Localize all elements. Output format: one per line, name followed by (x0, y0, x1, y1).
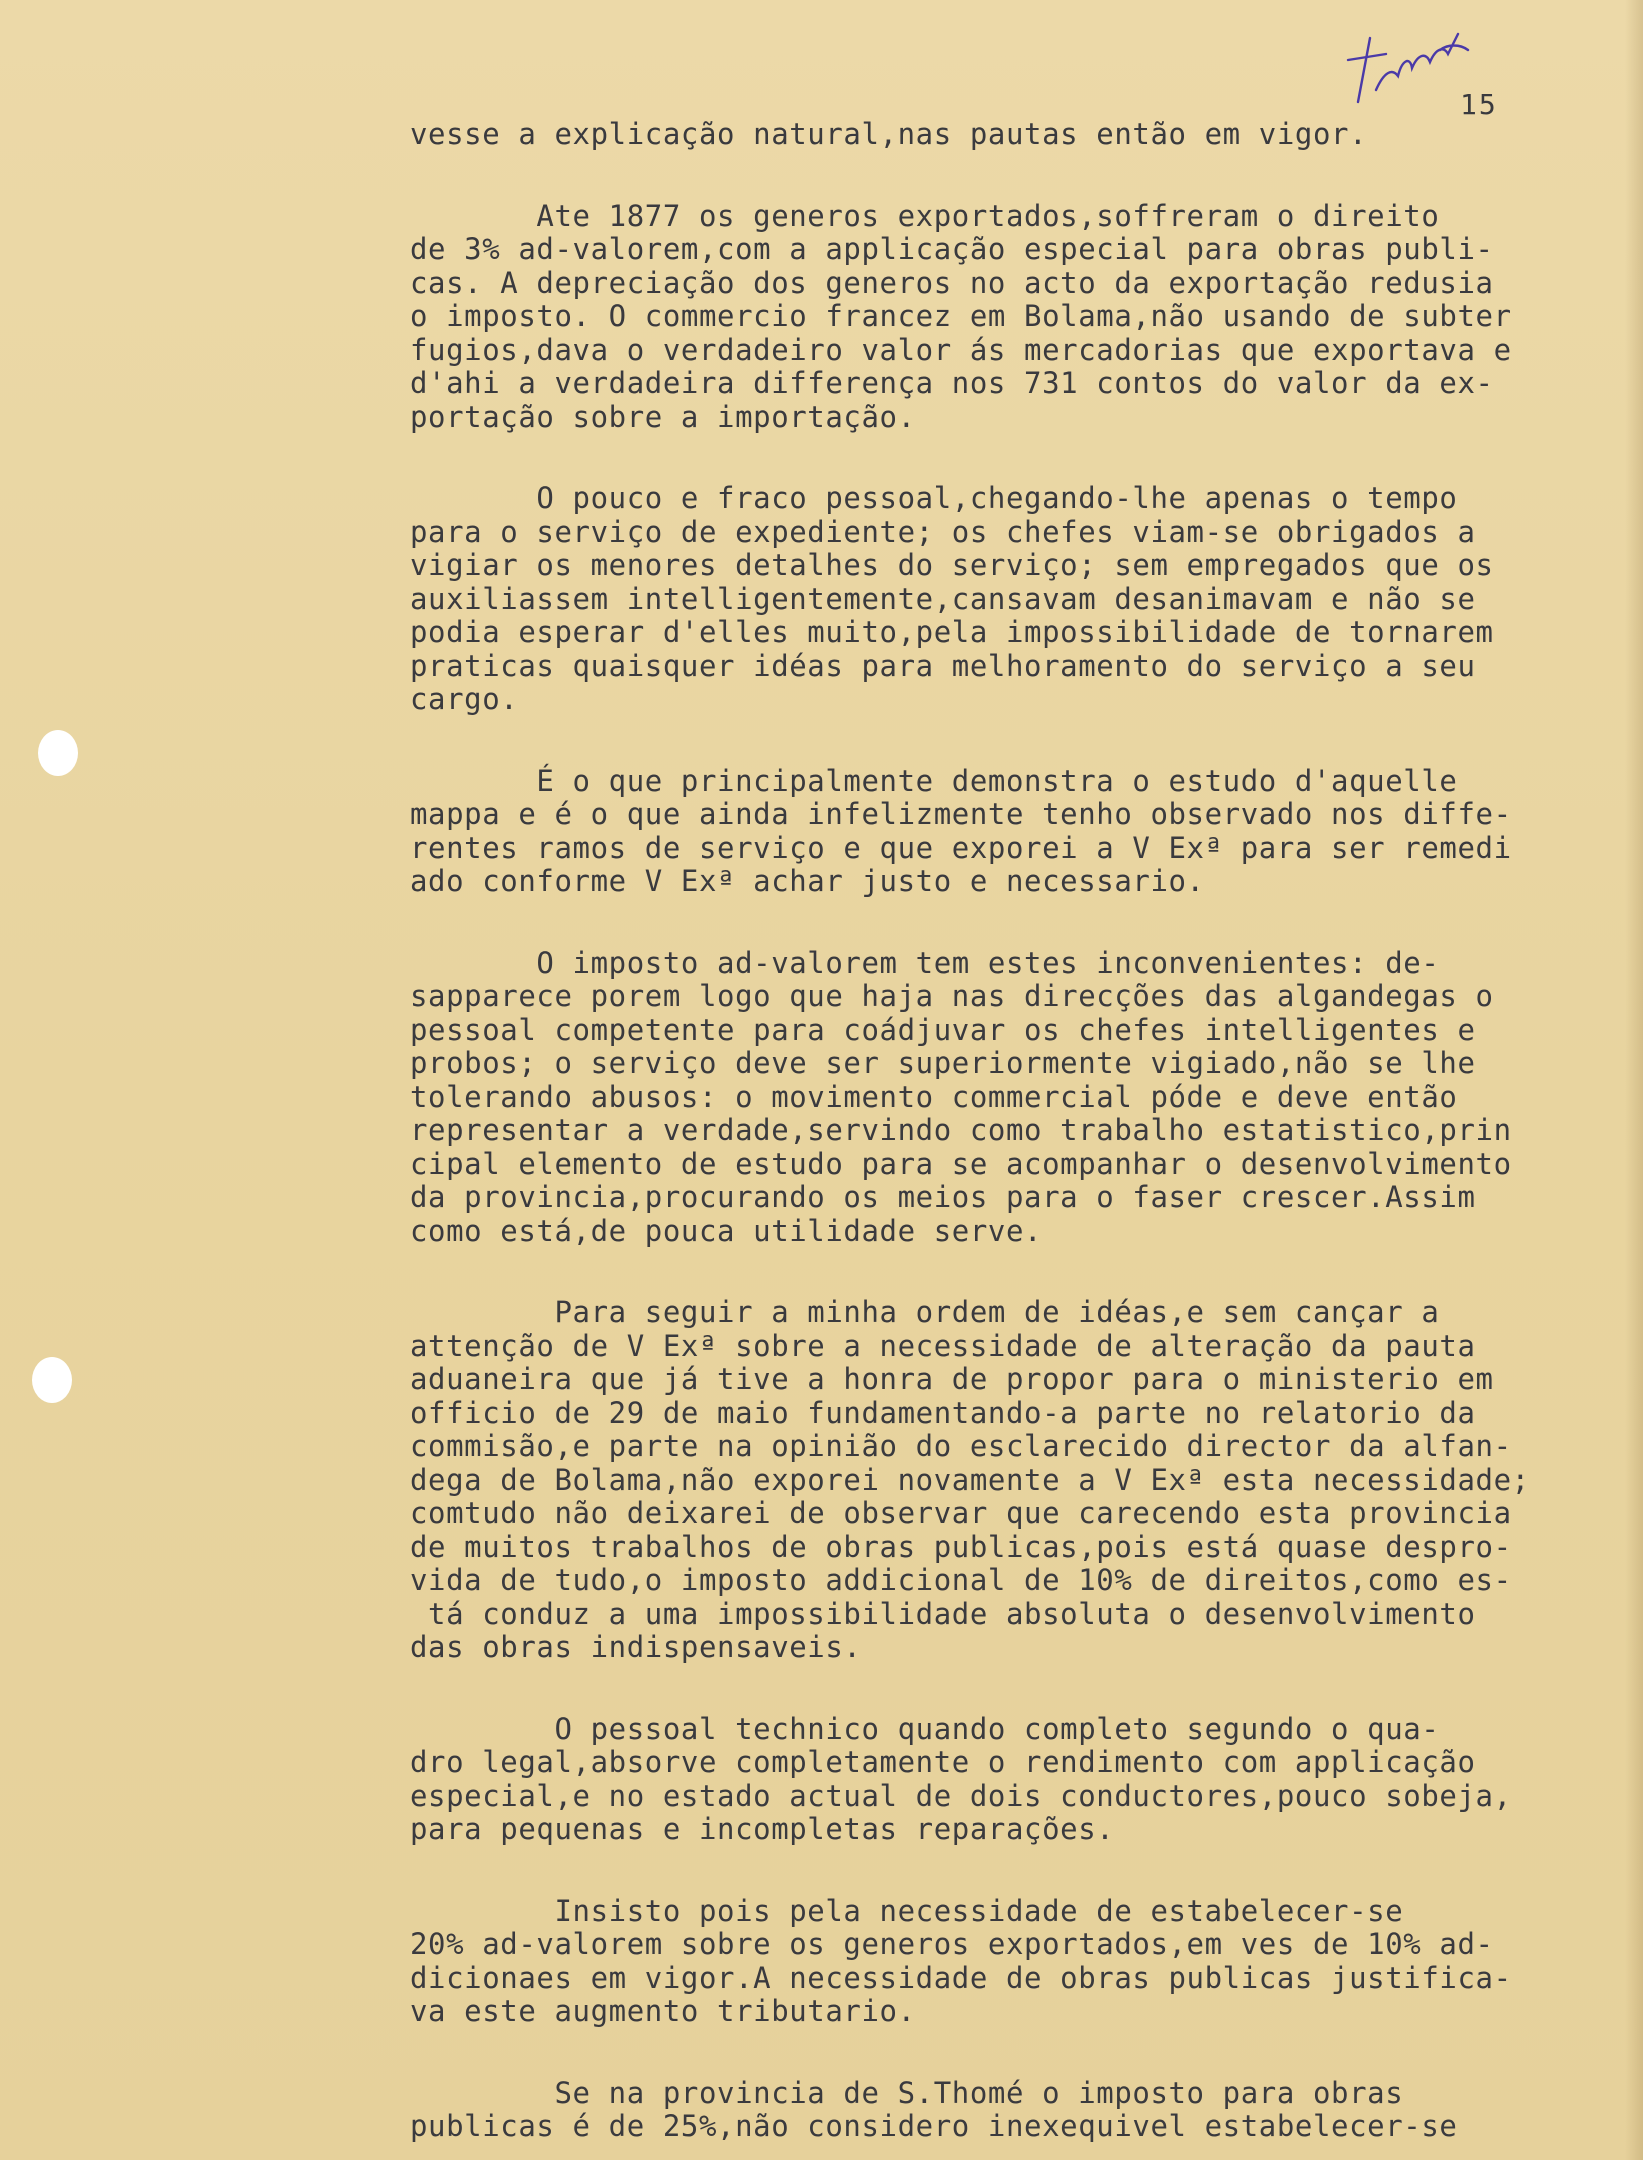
text-line: aduaneira que já tive a honra de propor para o ministerio em (410, 1362, 1494, 1396)
text-line: para o serviço de expediente; os chefes viam-se obrigados a (410, 514, 1476, 549)
text-line: O pessoal technico quando completo segundo o qua- (410, 1711, 1440, 1746)
text-line: portação sobre a importação. (410, 399, 916, 434)
text-line: comtudo não deixarei de observar que carecendo esta provincia (410, 1496, 1512, 1530)
text-line: praticas quaisquer idéas para melhoramento do serviço a seu (410, 648, 1476, 683)
text-line: para pequenas e incompletas reparações. (410, 1812, 1115, 1846)
paragraph (410, 118, 1625, 152)
text-line: cipal elemento de estudo para se acompanhar o desenvolvimento (410, 1146, 1512, 1181)
text-line: attenção de V Exª sobre a necessidade de alteração da pauta (410, 1328, 1476, 1363)
paragraph (410, 1713, 1625, 1847)
handwritten-signature (1340, 20, 1480, 110)
text-line: dro legal,absorve completamente o rendimento com applicação (410, 1745, 1476, 1779)
text-line: rentes ramos de serviço e que exporei a V Exª para ser remedi (410, 830, 1512, 865)
text-line: podia esperar d'elles muito,pela impossibilidade de tornarem (410, 615, 1494, 649)
text-line: tolerando abusos: o movimento commercial póde e deve então (410, 1079, 1458, 1114)
paragraph (410, 1296, 1625, 1665)
page-edge-shadow (1625, 0, 1643, 2160)
text-line: cargo. (410, 682, 519, 716)
text-line: representar a verdade,servindo como trabalho estatistico,prin (410, 1113, 1512, 1147)
text-line: das obras indispensaveis. (410, 1630, 862, 1664)
paragraph (410, 482, 1625, 717)
text-line: d'ahi a verdadeira differença nos 731 contos do valor da ex- (410, 366, 1494, 400)
text-line: O pouco e fraco pessoal,chegando-lhe apenas o tempo (410, 481, 1458, 515)
paragraph (410, 200, 1625, 435)
paragraph (410, 765, 1625, 899)
text-line: vigiar os menores detalhes do serviço; sem empregados que os (410, 548, 1494, 582)
text-line: o imposto. O commercio francez em Bolama,não usando de subter (410, 299, 1512, 333)
text-line: tá conduz a uma impossibilidade absoluta o desenvolvimento (410, 1596, 1476, 1631)
text-line: cas. A depreciação dos generos no acto da exportação redusia (410, 265, 1494, 300)
text-line: O imposto ad-valorem tem estes inconvenientes: de- (410, 945, 1440, 980)
text-line: É o que principalmente demonstra o estudo d'aquelle (410, 763, 1458, 798)
text-line: 20% ad-valorem sobre os generos exportados,em ves de 10% ad- (410, 1927, 1494, 1961)
paragraph (410, 947, 1625, 1249)
text-line: officio de 29 de maio fundamentando-a parte no relatorio da (410, 1395, 1476, 1430)
paragraph (410, 1895, 1625, 2029)
text-line: mappa e é o que ainda infelizmente tenho observado nos diffe- (410, 797, 1512, 831)
typewritten-body (410, 118, 1625, 2144)
text-line: pessoal competente para coádjuvar os chefes intelligentes e (410, 1012, 1476, 1047)
paragraph (410, 2077, 1625, 2144)
text-line: Para seguir a minha ordem de idéas,e sem cançar a (410, 1295, 1440, 1329)
text-line: da provincia,procurando os meios para o faser crescer.Assim (410, 1180, 1476, 1214)
text-line: auxiliassem intelligentemente,cansavam desanimavam e não se (410, 581, 1476, 616)
text-line: sapparece porem logo que haja nas direcções das algandegas o (410, 979, 1494, 1013)
text-line: Se na provincia de S.Thomé o imposto para obras (410, 2075, 1404, 2110)
text-line: de 3% ad-valorem,com a applicação especial para obras publi- (410, 232, 1494, 266)
punch-hole-upper (38, 730, 78, 776)
text-line: especial,e no estado actual de dois conductores,pouco sobeja, (410, 1778, 1512, 1813)
text-line: como está,de pouca utilidade serve. (410, 1213, 1043, 1248)
text-line: dega de Bolama,não exporei novamente a V Exª esta necessidade; (410, 1462, 1530, 1497)
text-line: ado conforme V Exª achar justo e necessario. (410, 864, 1205, 898)
text-line: commisão,e parte na opinião do esclarecido director da alfan- (410, 1429, 1512, 1463)
text-line: vesse a explicação natural,nas pautas então em vigor. (410, 117, 1368, 151)
punch-hole-lower (32, 1357, 72, 1403)
text-line: fugios,dava o verdadeiro valor ás mercadorias que exportava e (410, 332, 1512, 367)
text-line: probos; o serviço deve ser superiormente vigiado,não se lhe (410, 1046, 1476, 1080)
text-line: de muitos trabalhos de obras publicas,pois está quase despro- (410, 1529, 1512, 1564)
page-number: 15 (1460, 88, 1498, 121)
text-line: Insisto pois pela necessidade de estabelecer-se (410, 1893, 1404, 1928)
text-line: Ate 1877 os generos exportados,soffreram o direito (410, 198, 1440, 233)
text-line: va este augmento tributario. (410, 1994, 916, 2028)
text-line: vida de tudo,o imposto addicional de 10% de direitos,como es- (410, 1563, 1512, 1597)
text-line: dicionaes em vigor.A necessidade de obras publicas justifica- (410, 1960, 1512, 1995)
text-line: publicas é de 25%,não considero inexequivel estabelecer-se (410, 2109, 1458, 2143)
